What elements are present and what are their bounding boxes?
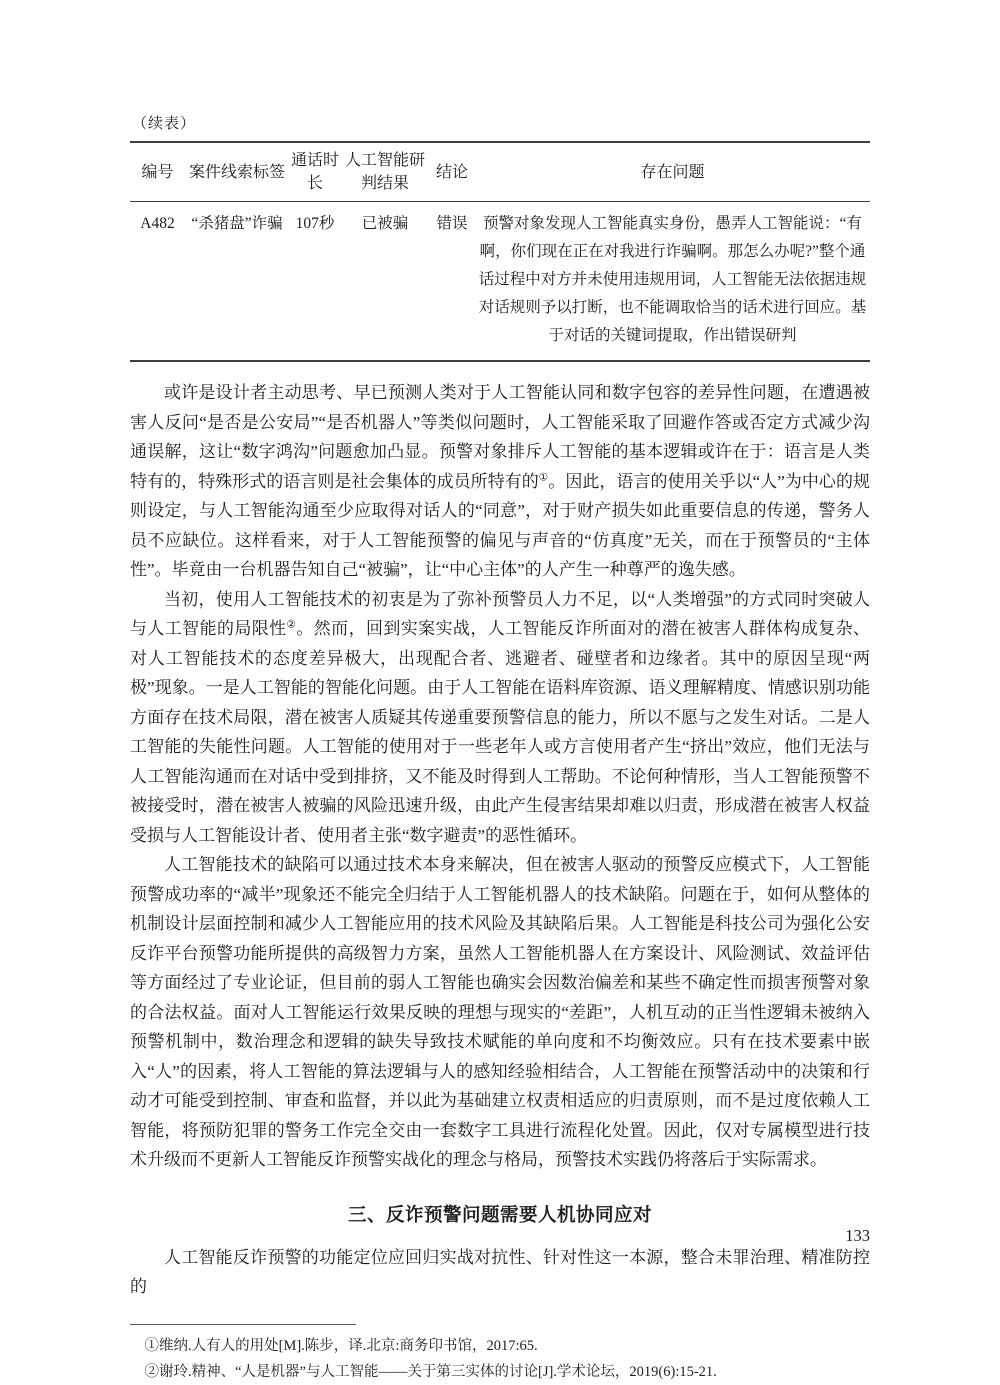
case-table [130,141,870,362]
paragraph-4 [130,1243,870,1302]
text-segment: 人工智能反诈预警的功能定位应回归实战对抗性、针对性这一本源，整合未罪治理、精准防控的 [130,1247,870,1296]
col-header-conclusion: 结论 [429,142,475,202]
col-header-call-duration: 通话时长 [289,142,341,202]
page-number: 133 [845,1226,870,1245]
body-text [130,378,870,1175]
cell-case-tag: “杀猪盘”诈骗 [191,215,283,232]
footnote-block [130,1324,870,1385]
table-row [130,202,870,362]
col-header-case-tag: 案件线索标签 [185,142,289,202]
text-segment: 当初，使用人工智能技术的初衷是为了弥补预警员人力不足，以“人类增强”的方式同时突破人与人工智能的局限性 [130,589,870,638]
footnote-marker: ② [286,619,297,631]
paragraph-2 [130,585,870,851]
cell-problem: 预警对象发现人工智能真实身份，愚弄人工智能说：“有啊，你们现在正在对我进行诈骗啊。那怎么办呢?”整个通话过程中对方并未使用违规用词，人工智能无法依据违规对话规则予以打断，也不能调取恰当的话术进行回应。基于对话的关键词提取，作出错误研判 [478,215,867,344]
cell-id: A482 [140,215,175,232]
footnote-marker: ① [538,471,549,483]
col-header-problem: 存在问题 [475,142,870,202]
table-continued-label: （续表） [132,116,197,132]
col-header-ai-result: 人工智能研判结果 [341,142,429,202]
paragraph-3 [130,850,870,1175]
cell-conclusion: 错误 [436,215,468,232]
col-header-id: 编号 [130,142,185,202]
footnote-separator [130,1324,356,1325]
page-content [130,112,870,1385]
section-heading: 三、反诈预警问题需要人机协同应对 [347,1205,652,1226]
cell-call-duration: 107秒 [295,215,335,232]
cell-ai-result: 已被骗 [361,215,409,232]
footnote-1: ①维纳.人有人的用处[M].陈步，译.北京:商务印书馆，2017:65. [144,1337,538,1354]
text-segment: 人工智能技术的缺陷可以通过技术本身来解决，但在被害人驱动的预警反应模式下，人工智能预警成功率的“减半”现象还不能完全归结于人工智能机器人的技术缺陷。问题在于，如何从整体的机制设计层面控制和减少人工智能应用的技术风险及其缺陷后果。人工智能是科技公司为强化公安反诈平台预警功能所提供的高级智力方案，虽然人工智能机器人在方案设计、风险测试、效益评估等方面经过了专业论证，但目前的弱人工智能也确实会因数治偏差和某些不确定性而损害预警对象的合法权益。面对人工智能运行效果反映的理想与现实的“差距”，人机互动的正当性逻辑未被纳入预警机制中，数治理念和逻辑的缺失导致技术赋能的单向度和不均衡效应。只有在技术要素中嵌入“人”的因素，将人工智能的算法逻辑与人的感知经验相结合，人工智能在预警活动中的决策和行动才可能受到控制、审查和监督，并以此为基础建立权责相适应的归责原则，而不是过度依赖人工智能，将预防犯罪的警务工作完全交由一套数字工具进行流程化处置。因此，仅对专属模型进行技术升级而不更新人工智能反诈预警实战化的理念与格局，预警技术实践仍将落后于实际需求。 [130,855,870,1169]
text-segment: 。因此，语言的使用关乎以“人”为中心的规则设定，与人工智能沟通至少应取得对话人的“同意”，对于财产损失如此重要信息的传递，警务人员不应缺位。这样看来，对于人工智能预警的偏见与声音的“仿真度”无关，而在于预警员的“主体性”。毕竟由一台机器告知自己“被骗”，让“中心主体”的人产生一种尊严的逸失感。 [130,471,870,579]
footnote-2: ②谢玲.精神、“人是机器”与人工智能——关于第三实体的讨论[J].学术论坛，2019(6):15-21. [144,1363,717,1380]
text-segment: 。然而，回到实案实战，人工智能反诈所面对的潜在被害人群体构成复杂、对人工智能技术的态度差异极大，出现配合者、逃避者、碰壁者和边缘者。其中的原因呈现“两极”现象。一是人工智能的智能化问题。由于人工智能在语料库资源、语义理解精度、情感识别功能方面存在技术局限，潜在被害人质疑其传递重要预警信息的能力，所以不愿与之发生对话。二是人工智能的失能性问题。人工智能的使用对于一些老年人或方言使用者产生“挤出”效应，他们无法与人工智能沟通而在对话中受到排挤，又不能及时得到人工帮助。不论何种情形，当人工智能预警不被接受时，潜在被害人被骗的风险迅速升级，由此产生侵害结果却难以归责，形成潜在被害人权益受损与人工智能设计者、使用者主张“数字避责”的恶性循环。 [130,619,870,845]
text-segment: 或许是设计者主动思考、早已预测人类对于人工智能认同和数字包容的差异性问题，在遭遇被害人反问“是否是公安局”“是否机器人”等类似问题时，人工智能采取了回避作答或否定方式减少沟通误解，这让“数字鸿沟”问题愈加凸显。预警对象排斥人工智能的基本逻辑或许在于：语言是人类特有的，特殊形式的语言则是社会集体的成员所特有的 [130,383,870,491]
paragraph-1 [130,378,870,585]
table-header-row [130,142,870,202]
